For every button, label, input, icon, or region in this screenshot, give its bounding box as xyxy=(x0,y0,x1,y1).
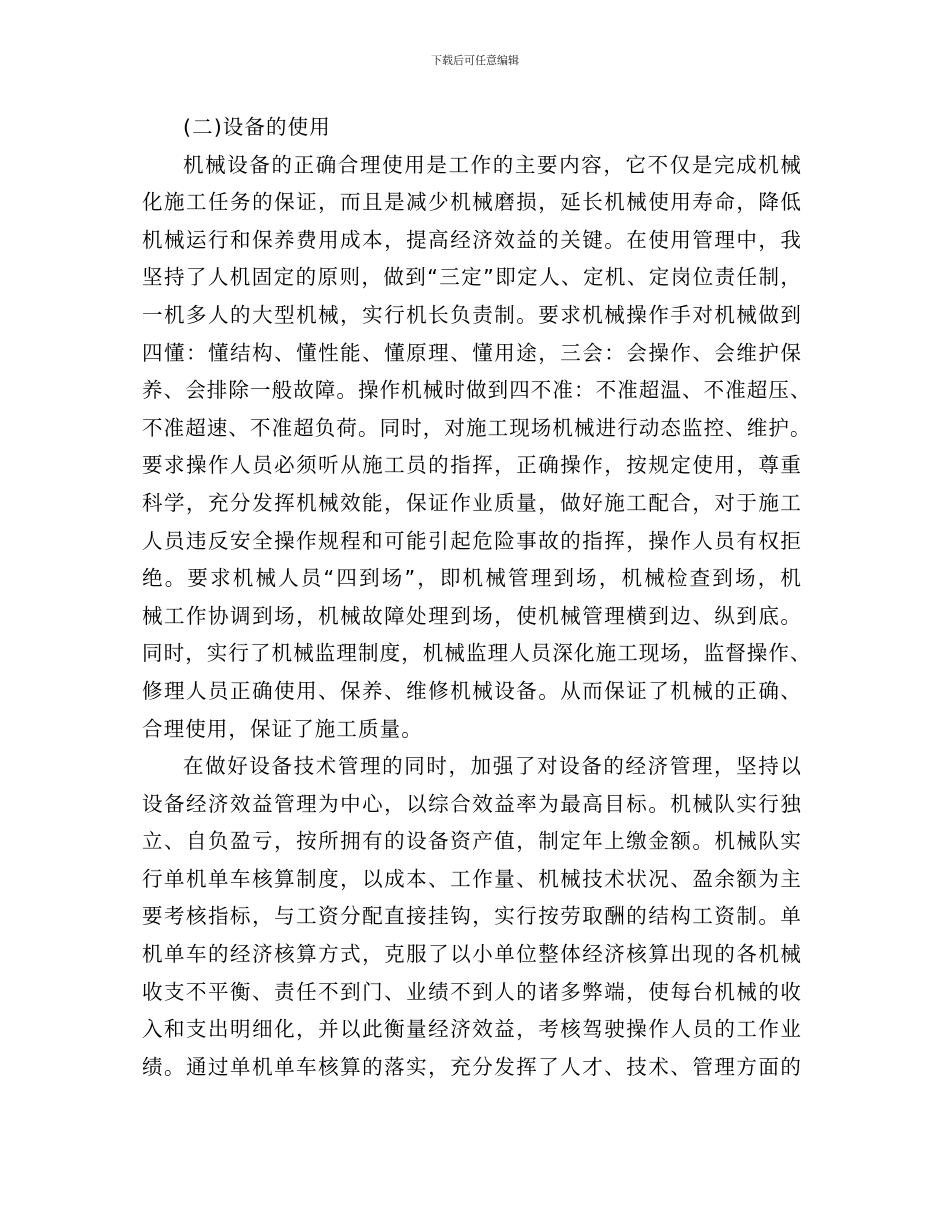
section-heading: (二)设备的使用 xyxy=(183,115,331,139)
paragraph-line: 人员违反安全操作规程和可能引起危险事故的指挥，操作人员有权拒 xyxy=(142,528,802,553)
paragraph-line: 坚持了人机固定的原则，做到“三定”即定人、定机、定岗位责任制， xyxy=(142,265,802,290)
document-body xyxy=(142,109,812,1086)
paragraph-line: 立、自负盈亏，按所拥有的设备资产值，制定年上缴金额。机械队实 xyxy=(142,829,802,854)
paragraph-line: 行单机单车核算制度，以成本、工作量、机械技术状况、盈余额为主 xyxy=(142,866,802,891)
paragraph-line: 四懂：懂结构、懂性能、懂原理、懂用途，三会：会操作、会维护保 xyxy=(142,340,802,365)
paragraph-line: 合理使用，保证了施工质量。 xyxy=(142,716,423,741)
paragraph-economic-management xyxy=(142,748,802,1086)
paragraph-line: 同时，实行了机械监理制度，机械监理人员深化施工现场，监督操作、 xyxy=(142,641,812,666)
paragraph-line: 机单车的经济核算方式，克服了以小单位整体经济核算出现的各机械 xyxy=(142,942,802,967)
paragraph-line: 要考核指标，与工资分配直接挂钩，实行按劳取酬的结构工资制。单 xyxy=(142,904,802,929)
paragraph-line: 修理人员正确使用、保养、维修机械设备。从而保证了机械的正确、 xyxy=(142,678,802,703)
paragraph-line: 一机多人的大型机械，实行机长负责制。要求机械操作手对机械做到 xyxy=(142,302,802,327)
paragraph-line: 科学，充分发挥机械效能，保证作业质量，做好施工配合，对于施工 xyxy=(142,490,802,515)
paragraph-equipment-use xyxy=(142,147,812,749)
paragraph-line: 要求操作人员必须听从施工员的指挥，正确操作，按规定使用，尊重 xyxy=(142,453,802,478)
paragraph-line: 设备经济效益管理为中心，以综合效益率为最高目标。机械队实行独 xyxy=(142,791,802,816)
paragraph-line: 化施工任务的保证，而且是减少机械磨损，延长机械使用寿命，降低 xyxy=(142,190,802,215)
paragraph-line: 绩。通过单机单车核算的落实，充分发挥了人才、技术、管理方面的 xyxy=(142,1054,802,1079)
paragraph-line: 机械运行和保养费用成本，提高经济效益的关键。在使用管理中，我 xyxy=(142,227,802,252)
paragraph-line: 养、会排除一般故障。操作机械时做到四不准：不准超温、不准超压、 xyxy=(142,378,812,403)
paragraph-line: 不准超速、不准超负荷。同时，对施工现场机械进行动态监控、维护。 xyxy=(142,415,812,440)
paragraph-line: 械工作协调到场，机械故障处理到场，使机械管理横到边、纵到底。 xyxy=(142,603,802,628)
paragraph-line: 收支不平衡、责任不到门、业绩不到人的诸多弊端，使每台机械的收 xyxy=(142,979,802,1004)
page-header: 下载后可任意编辑 xyxy=(431,54,519,67)
paragraph-line: 绝。要求机械人员“四到场”，即机械管理到场，机械检查到场，机 xyxy=(142,566,802,591)
paragraph-line: 在做好设备技术管理的同时，加强了对设备的经济管理，坚持以 xyxy=(183,754,802,779)
paragraph-line: 入和支出明细化，并以此衡量经济效益，考核驾驶操作人员的工作业 xyxy=(142,1017,802,1042)
paragraph-line: 机械设备的正确合理使用是工作的主要内容，它不仅是完成机械 xyxy=(183,152,802,177)
